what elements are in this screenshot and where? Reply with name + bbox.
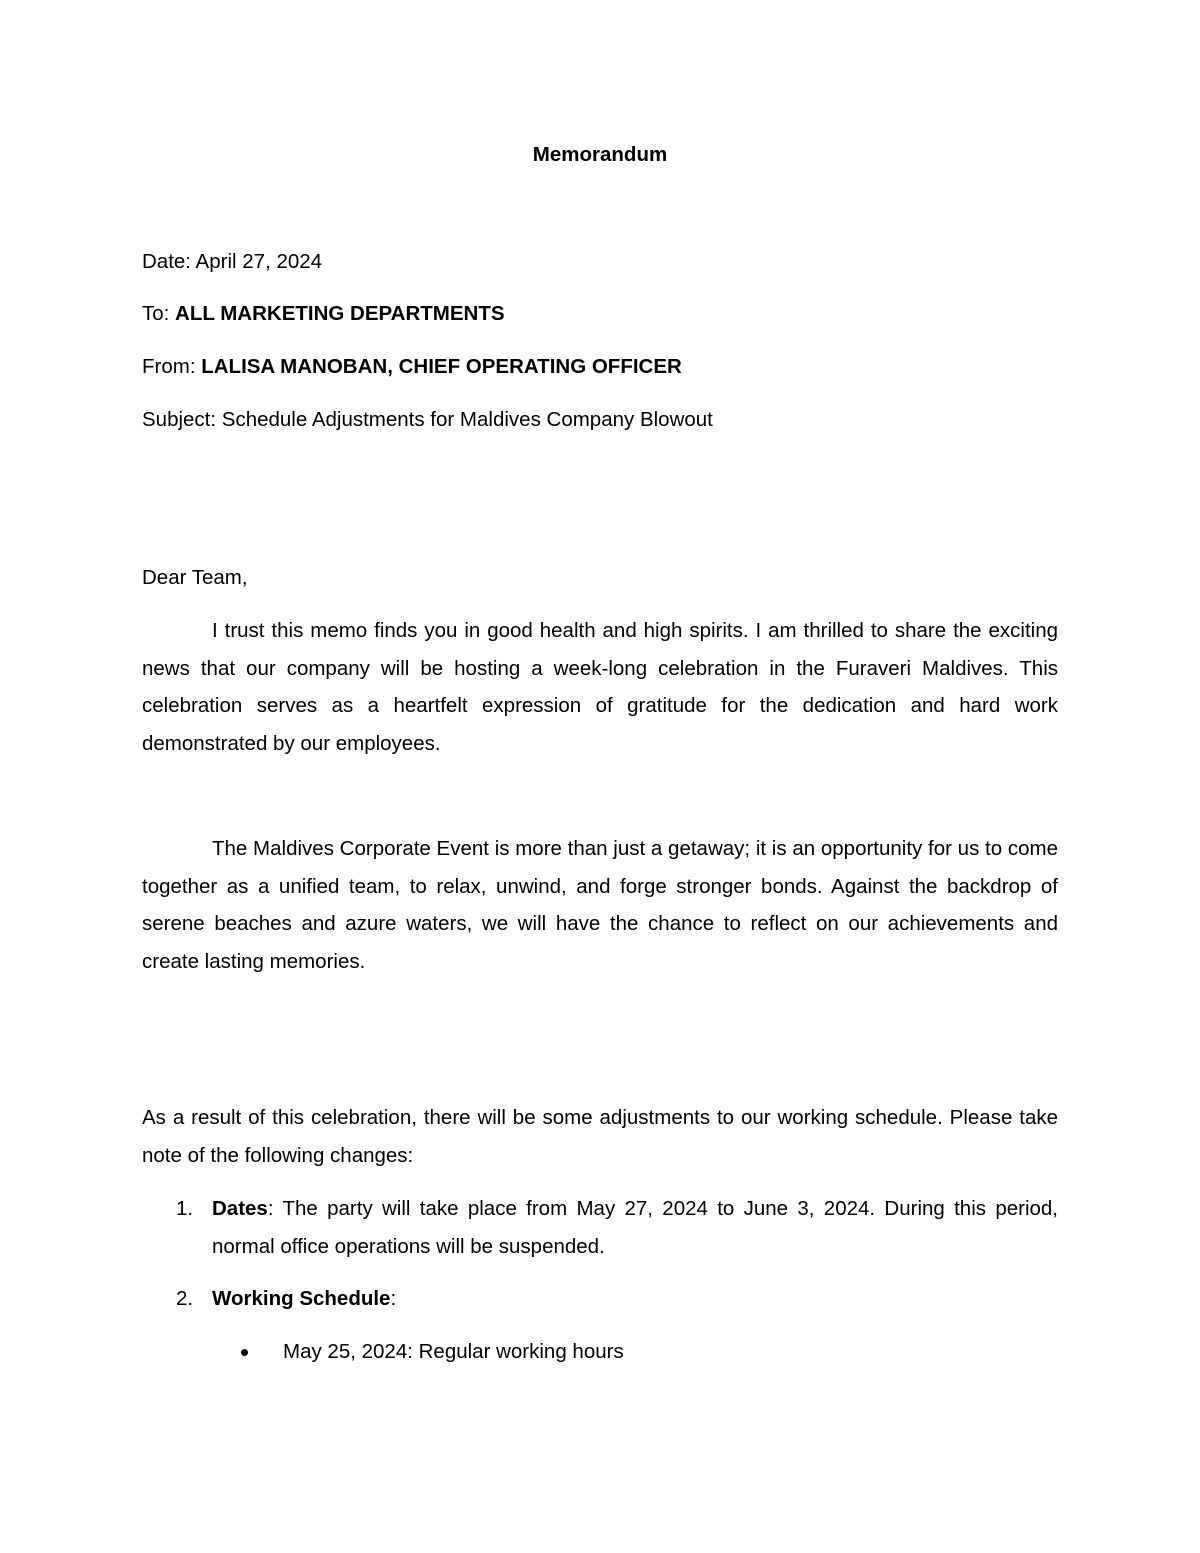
memo-to-label: To: <box>142 302 176 325</box>
memo-to <box>142 302 505 326</box>
memo-from-value: LALISA MANOBAN, CHIEF OPERATING OFFICER <box>201 355 682 378</box>
bullet-item <box>244 1340 624 1364</box>
memo-to-value: ALL MARKETING DEPARTMENTS <box>175 302 505 325</box>
list-item-dates <box>142 1190 1058 1265</box>
memo-from <box>142 355 682 379</box>
memo-salutation: Dear Team, <box>142 566 248 589</box>
list-heading: Working Schedule <box>212 1287 391 1310</box>
memo-from-label: From: <box>142 355 202 378</box>
bullet-text: May 25, 2024: Regular working hours <box>283 1340 624 1363</box>
list-text: : The party will take place from May 27, 2024 to June 3, 2024. During this period, normal office operations will be suspended. <box>212 1197 1058 1258</box>
list-heading: Dates <box>212 1197 268 1220</box>
list-text: : <box>390 1287 397 1310</box>
memo-subject: Subject: Schedule Adjustments for Maldives Company Blowout <box>142 408 713 431</box>
list-body <box>212 1190 1058 1265</box>
list-item-working-schedule <box>142 1280 1058 1318</box>
memo-paragraph-1: I trust this memo finds you in good health and high spirits. I am thrilled to share the exciting news that our company will be hosting a week-long celebration in the Furaveri Maldives. This celebration serves as a heartfelt expression of gratitude for the dedication and hard work demonstrated by our employees. <box>142 619 1058 755</box>
list-number: 2. <box>176 1287 194 1310</box>
memo-paragraph-3: As a result of this celebration, there will be some adjustments to our working schedule. Please take note of the following changes: <box>142 1106 1058 1167</box>
memo-date: Date: April 27, 2024 <box>142 250 323 273</box>
list-number: 1. <box>176 1197 194 1220</box>
bullet-icon <box>241 1349 248 1356</box>
memo-paragraph-2: The Maldives Corporate Event is more than just a getaway; it is an opportunity for us to come together as a unified team, to relax, unwind, and forge stronger bonds. Against the backdrop of serene beaches and azure waters, we will have the chance to reflect on our achievements and create lasting memories. <box>142 837 1058 973</box>
memo-title: Memorandum <box>532 143 668 166</box>
list-body <box>212 1280 1058 1318</box>
